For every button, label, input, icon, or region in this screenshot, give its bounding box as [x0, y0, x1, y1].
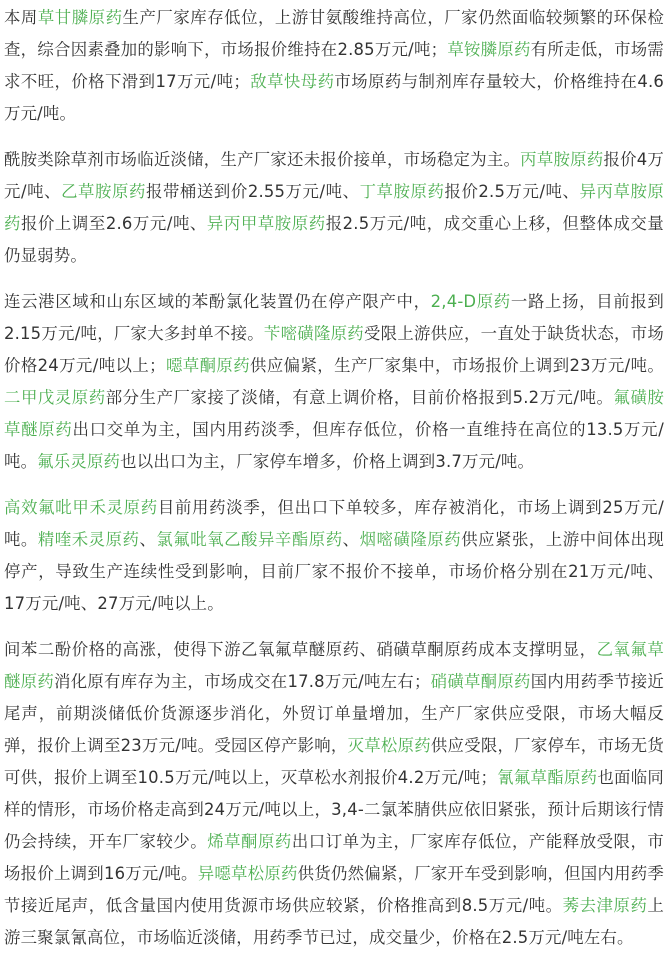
product-atrazine: 莠去津原药	[562, 896, 648, 915]
text: 供应受限，厂家停车，市场无货可供，报价上调至10.5万元/吨以上，灭草松水剂报价4.2万元/吨；	[4, 736, 665, 787]
product-bentazone: 灭草松原药	[347, 736, 431, 755]
product-haloxyfop-p-methyl: 高效氟吡甲禾灵原药	[4, 498, 158, 517]
text: 也以出口为主，厂家停车增多，价格上调到3.7万元/吨。	[120, 452, 535, 471]
text: 本周	[4, 8, 38, 27]
text: 国内用药季节接近尾声，前期淡储低价货源逐步消化，外贸订单量增加，生产厂家供应受限，市场大幅反弹，报价上调至23万元/吨。受园区停产影响，	[4, 672, 664, 755]
text: 一路上扬，目前报到2.15万元/吨，厂家大多封单不接。	[4, 292, 664, 343]
text: 报价上调至2.6万元/吨、	[20, 214, 207, 233]
product-clethodim: 烯草酮原药	[207, 832, 292, 851]
paragraph-amide-herbicides	[4, 144, 664, 272]
product-oxadiazon: 噁草酮原药	[165, 356, 251, 375]
text: 出口订单为主，厂家库存低位，产能释放受限，市场报价上调到16万元/吨。	[4, 832, 665, 883]
paragraph-phenol-chlorination	[4, 286, 664, 478]
text: 报带桶送到价2.55万元/吨、	[145, 182, 360, 201]
product-fomesafen: 氟磺胺草醚原药	[4, 388, 664, 439]
product-bensulfuron: 苄嘧磺隆原药	[263, 324, 364, 343]
text: 连云港区域和山东区域的苯酚氯化装置仍在停产限产中，	[4, 292, 431, 311]
text: 消化原有库存为主，市场成交在17.8万元/吨左右；	[54, 672, 431, 691]
product-oxyfluorfen: 乙氧氟草醚原药	[4, 640, 664, 691]
product-quizalofop-p-ethyl: 精喹禾灵原药	[37, 530, 140, 549]
paragraph-resorcinol-market	[4, 634, 664, 954]
text: 报价4万元/吨、	[4, 150, 665, 201]
product-mesotrione: 硝磺草酮原药	[430, 672, 531, 691]
paragraph-glyphosate-market	[4, 2, 664, 130]
paragraph-haloxyfop-market	[4, 492, 664, 620]
product-glyphosate: 草甘膦原药	[37, 8, 123, 27]
text: 生产厂家库存低位，上游甘氨酸维持高位，厂家仍然面临较频繁的环保检查，综合因素叠加的影响下，市场报价维持在2.85万元/吨；	[4, 8, 665, 59]
text: 、	[342, 530, 360, 549]
text: 供货仍然偏紧，厂家开车受到影响，但国内用药季节接近尾声，低含量国内使用货源市场供应较紧，价格推高到8.5万元/吨。	[4, 864, 665, 915]
text: 也面临同样的情形，市场价格走高到24万元/吨以上，3,4-二氯苯腈供应依旧紧张，预计后期该行情仍会持续，开车厂家较少。	[4, 768, 664, 851]
text: 酰胺类除草剂市场临近淡储，生产厂家还未报价接单，市场稳定为主。	[4, 150, 521, 169]
text: 有所走低，市场需求不旺，价格下滑到17万元/吨；	[4, 40, 665, 91]
text: 报价2.5万元/吨、	[444, 182, 580, 201]
text: 市场原药与制剂库存量较大，价格维持在4.6万元/吨。	[4, 72, 665, 123]
product-diquat: 敌草快母药	[250, 72, 335, 91]
product-pendimethalin: 二甲戊灵原药	[4, 388, 106, 407]
product-fluroxypyr-meptyl: 氯氟吡氧乙酸异辛酯原药	[156, 530, 343, 549]
text: 上游三聚氯氰高位，市场临近淡储，用药季节已过，成交量少，价格在2.5万元/吨左右。	[4, 896, 664, 947]
text: 出口交单为主，国内用药淡季，但库存低位，价格一直维持在高位的13.5万元/吨。	[4, 420, 664, 471]
text: 供应偏紧，生产厂家集中，市场报价上调到23万元/吨。	[250, 356, 665, 375]
text: 间苯二酚价格的高涨，使得下游乙氧氟草醚原药、硝磺草酮原药成本支撑明显，	[4, 640, 597, 659]
product-pretilachlor: 丙草胺原药	[520, 150, 604, 169]
product-metolachlor: 异丙甲草胺原药	[206, 214, 326, 233]
product-clomazone: 异噁草松原药	[197, 864, 298, 883]
product-nicosulfuron: 烟嘧磺隆原药	[359, 530, 462, 549]
text: 受限上游供应，一直处于缺货状态，市场价格24万元/吨以上；	[4, 324, 664, 375]
product-glufosinate: 草铵膦原药	[447, 40, 531, 59]
product-2-4-d: 2,4-D原药	[430, 292, 511, 311]
text: 部分生产厂家接了淡储，有意上调价格，目前价格报到5.2万元/吨。	[105, 388, 614, 407]
text: 目前用药淡季，但出口下单较多，库存被消化，市场上调到25万元/吨。	[4, 498, 664, 549]
product-acetochlor: 乙草胺原药	[61, 182, 146, 201]
text: 供应紧张，上游中间体出现停产，导致生产连续性受到影响，目前厂家不报价不接单，市场价格分别在21万元/吨、17万元/吨、27万元/吨以上。	[4, 530, 665, 613]
text: 报2.5万元/吨，成交重心上移，但整体成交量仍显弱势。	[4, 214, 664, 265]
product-trifluralin: 氟乐灵原药	[37, 452, 121, 471]
product-cyhalofop-butyl: 氰氟草酯原药	[497, 768, 598, 787]
text: 、	[139, 530, 157, 549]
product-butachlor: 丁草胺原药	[359, 182, 445, 201]
product-propisochlor: 异丙草胺原药	[4, 182, 665, 233]
